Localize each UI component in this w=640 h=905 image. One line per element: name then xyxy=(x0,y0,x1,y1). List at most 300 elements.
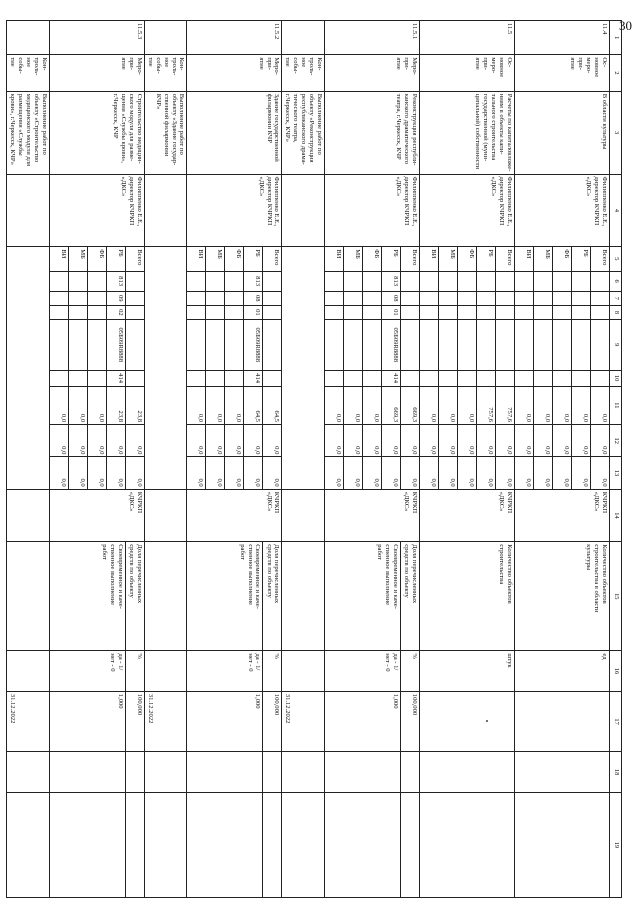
indicator-value-2024 xyxy=(401,792,420,897)
budget-code-expense xyxy=(225,370,244,386)
indicator-value-2022: 100,000 xyxy=(263,691,282,752)
budget-code-grbs: 813 xyxy=(106,271,125,291)
indicator-value-2022 xyxy=(515,691,610,752)
item-type: Меро- при- ятие xyxy=(325,55,420,91)
responsible-person: Филиппенко Е.Е., директор КЧРКП «ДКС» xyxy=(49,174,144,247)
responsible-person: Филиппенко Е.Е., директор КЧРКП «ДКС» xyxy=(187,174,282,247)
column-number: 8 xyxy=(610,305,622,319)
control-responsible xyxy=(144,174,187,247)
amount-2023: 0,0 xyxy=(225,425,244,457)
budget-code-grbs xyxy=(125,271,144,291)
budget-code-target xyxy=(439,320,458,371)
amount-2024: 0,0 xyxy=(244,457,263,489)
column-number: 6 xyxy=(610,271,622,291)
budget-code-expense xyxy=(401,370,420,386)
amount-2022: 0,0 xyxy=(363,386,382,424)
budget-code-section xyxy=(458,291,477,305)
amount-2023: 0,0 xyxy=(382,425,401,457)
page-number: 30 xyxy=(619,18,632,33)
amount-2022: 757,6 xyxy=(477,386,496,424)
amount-2024: 0,0 xyxy=(206,457,225,489)
control-type: Кон- троль- ное собы- тие xyxy=(144,55,187,91)
amount-2022: 0,0 xyxy=(49,386,68,424)
table-row xyxy=(401,21,420,898)
budget-code-subsection xyxy=(87,305,106,319)
responsible-person: Филиппенко Е.Е., директор КЧРКП «ДКС» xyxy=(420,174,515,247)
control-event-row xyxy=(282,21,325,898)
control-responsible xyxy=(282,174,325,247)
budget-code-expense xyxy=(534,370,553,386)
funding-source: Всего xyxy=(263,247,282,271)
budget-code-subsection: 01 xyxy=(244,305,263,319)
budget-code-subsection xyxy=(458,305,477,319)
budget-code-expense xyxy=(344,370,363,386)
budget-code-section xyxy=(225,291,244,305)
funding-source: ВИ xyxy=(515,247,534,271)
item-type: Ос- новное меро- при- ятие xyxy=(515,55,610,91)
indicator-value-2023 xyxy=(49,752,125,792)
budget-code-subsection: 02 xyxy=(106,305,125,319)
column-number: 17 xyxy=(610,691,622,752)
budget-code-grbs xyxy=(553,271,572,291)
indicator-value-2022: 1,000 xyxy=(49,691,125,752)
control-date: 31.12.2022 xyxy=(7,691,50,752)
item-name: Расчеты по капиталовложе- ниям в объекты капи- тального строительства государственной (муни- ципальной) собственности xyxy=(420,91,515,174)
amount-2023: 0,0 xyxy=(49,425,68,457)
indicator-unit: да - 1/ нет - 0 xyxy=(187,651,263,691)
budget-code-grbs xyxy=(591,271,610,291)
budget-code-subsection xyxy=(439,305,458,319)
budget-code-subsection xyxy=(68,305,87,319)
budget-code-target xyxy=(401,320,420,371)
budget-code-grbs xyxy=(477,271,496,291)
budget-code-target xyxy=(68,320,87,371)
item-name: Здание государственной филармонии КЧР xyxy=(187,91,282,174)
budget-code-grbs xyxy=(187,271,206,291)
column-number: 19 xyxy=(610,792,622,897)
control-date: 31.12.2022 xyxy=(282,691,325,752)
amount-2023: 0,0 xyxy=(363,425,382,457)
budget-code-subsection xyxy=(263,305,282,319)
budget-code-expense xyxy=(49,370,68,386)
amount-2023: 0,0 xyxy=(344,425,363,457)
budget-code-section xyxy=(496,291,515,305)
budget-code-target xyxy=(344,320,363,371)
column-number-row xyxy=(610,21,622,898)
funding-source: МБ xyxy=(206,247,225,271)
column-number: 14 xyxy=(610,489,622,542)
amount-2024: 0,0 xyxy=(87,457,106,489)
responsible-person: Филиппенко Е.Е., директор КЧРКП «ДКС» xyxy=(515,174,610,247)
control-event-row xyxy=(144,21,187,898)
funding-source: ВИ xyxy=(49,247,68,271)
budget-code-section xyxy=(363,291,382,305)
amount-2023: 0,0 xyxy=(420,425,439,457)
control-empty xyxy=(144,247,187,489)
indicator-value-2023 xyxy=(125,752,144,792)
column-number: 18 xyxy=(610,752,622,792)
indicator-value-2022 xyxy=(420,691,515,752)
table-row xyxy=(125,21,144,898)
program-table xyxy=(6,20,622,898)
budget-code-target xyxy=(553,320,572,371)
control-date: 31.12.2022 xyxy=(144,691,187,752)
budget-code-target: 05Б09R8888 xyxy=(244,320,263,371)
amount-2024: 0,0 xyxy=(68,457,87,489)
budget-code-section xyxy=(591,291,610,305)
budget-code-section xyxy=(206,291,225,305)
control-executor xyxy=(7,489,50,542)
budget-code-target: 05Б09R8888 xyxy=(106,320,125,371)
rotated-page xyxy=(9,20,622,898)
funding-source: ФБ xyxy=(458,247,477,271)
amount-2024: 0,0 xyxy=(344,457,363,489)
budget-code-subsection xyxy=(420,305,439,319)
amount-2023: 0,0 xyxy=(325,425,344,457)
amount-2022: 23,8 xyxy=(106,386,125,424)
column-number: 11 xyxy=(610,386,622,424)
amount-2024: 0,0 xyxy=(572,457,591,489)
control-executor xyxy=(282,489,325,542)
indicator-value-2022: 100,000 xyxy=(125,691,144,752)
budget-code-expense xyxy=(263,370,282,386)
budget-code-grbs xyxy=(225,271,244,291)
amount-2024: 0,0 xyxy=(363,457,382,489)
budget-code-section xyxy=(534,291,553,305)
indicator-unit: да - 1/ нет - 0 xyxy=(49,651,125,691)
indicator-value-2024 xyxy=(420,792,515,897)
funding-source: Всего xyxy=(591,247,610,271)
funding-source: РБ xyxy=(382,247,401,271)
budget-code-subsection xyxy=(515,305,534,319)
executor: КЧРКП «ДКС» xyxy=(515,489,610,542)
funding-source: ФБ xyxy=(225,247,244,271)
column-number: 3 xyxy=(610,91,622,174)
budget-code-grbs xyxy=(87,271,106,291)
control-v19 xyxy=(144,792,187,897)
control-v18 xyxy=(7,752,50,792)
budget-code-section xyxy=(477,291,496,305)
budget-code-target xyxy=(263,320,282,371)
item-type: Ос- новное меро- при- ятие xyxy=(420,55,515,91)
budget-code-grbs xyxy=(420,271,439,291)
indicator-value-2023 xyxy=(515,752,610,792)
control-executor xyxy=(144,489,187,542)
budget-code-subsection xyxy=(401,305,420,319)
indicator-value-2023 xyxy=(187,752,263,792)
amount-2023: 0,0 xyxy=(439,425,458,457)
budget-code-target xyxy=(458,320,477,371)
document-sheet xyxy=(9,20,622,898)
control-event-row xyxy=(7,21,50,898)
amount-2024: 0,0 xyxy=(325,457,344,489)
budget-code-grbs: 813 xyxy=(382,271,401,291)
funding-source: МБ xyxy=(68,247,87,271)
budget-code-section xyxy=(439,291,458,305)
amount-2024: 0,0 xyxy=(553,457,572,489)
column-number: 7 xyxy=(610,291,622,305)
amount-2024: 0,0 xyxy=(458,457,477,489)
budget-code-grbs xyxy=(49,271,68,291)
control-number xyxy=(144,21,187,55)
amount-2023: 0,0 xyxy=(68,425,87,457)
control-unit xyxy=(282,651,325,691)
indicator-value-2023 xyxy=(420,752,515,792)
budget-code-grbs xyxy=(68,271,87,291)
budget-code-expense: 414 xyxy=(106,370,125,386)
control-empty xyxy=(7,247,50,489)
budget-code-subsection xyxy=(325,305,344,319)
budget-code-subsection xyxy=(591,305,610,319)
budget-code-expense xyxy=(363,370,382,386)
executor: КЧРКП «ДКС» xyxy=(187,489,282,542)
budget-code-subsection xyxy=(187,305,206,319)
funding-source: МБ xyxy=(534,247,553,271)
column-number: 4 xyxy=(610,174,622,247)
budget-code-expense xyxy=(439,370,458,386)
control-indicator xyxy=(144,542,187,651)
budget-code-grbs: 813 xyxy=(244,271,263,291)
table-row xyxy=(591,21,610,898)
item-number: 11.5 xyxy=(420,21,515,55)
column-number: 5 xyxy=(610,247,622,271)
control-number xyxy=(7,21,50,55)
amount-2024: 0,0 xyxy=(420,457,439,489)
budget-code-grbs xyxy=(401,271,420,291)
indicator-value-2023 xyxy=(401,752,420,792)
budget-code-target xyxy=(477,320,496,371)
budget-code-subsection: 01 xyxy=(382,305,401,319)
control-type: Кон- троль- ное собы- тие xyxy=(282,55,325,91)
funding-source: ВИ xyxy=(187,247,206,271)
amount-2022: 0,0 xyxy=(439,386,458,424)
funding-source: ФБ xyxy=(363,247,382,271)
funding-source: Всего xyxy=(401,247,420,271)
indicator-name: Своевременное и каче- ственное выполнение работ xyxy=(325,542,401,651)
control-type: Кон- троль- ное собы- тие xyxy=(7,55,50,91)
budget-code-section xyxy=(344,291,363,305)
amount-2024: 0,0 xyxy=(225,457,244,489)
budget-code-section xyxy=(49,291,68,305)
budget-code-section xyxy=(68,291,87,305)
amount-2023: 0,0 xyxy=(496,425,515,457)
item-number: 11.5.1 xyxy=(325,21,420,55)
amount-2022: 0,0 xyxy=(206,386,225,424)
amount-2023: 0,0 xyxy=(106,425,125,457)
budget-code-expense xyxy=(68,370,87,386)
funding-source: РБ xyxy=(244,247,263,271)
budget-code-target xyxy=(49,320,68,371)
budget-code-target xyxy=(572,320,591,371)
budget-code-subsection xyxy=(477,305,496,319)
budget-code-section xyxy=(401,291,420,305)
budget-code-section: 08 xyxy=(244,291,263,305)
budget-code-expense xyxy=(206,370,225,386)
control-name: Выполнение работ по объекту «Здание государ- ственной филармонии КЧР» xyxy=(144,91,187,174)
budget-code-subsection xyxy=(572,305,591,319)
funding-source: РБ xyxy=(477,247,496,271)
funding-source: ВИ xyxy=(325,247,344,271)
item-name: В области культуры xyxy=(515,91,610,174)
amount-2022: 0,0 xyxy=(420,386,439,424)
control-name: Выполнение работ по объекту «Реконструкция республиканского драма- тического театра, г.Черкесск, КЧР» xyxy=(282,91,325,174)
budget-code-grbs xyxy=(206,271,225,291)
budget-code-target xyxy=(125,320,144,371)
budget-code-section xyxy=(87,291,106,305)
indicator-value-2024 xyxy=(49,792,125,897)
funding-source: Всего xyxy=(496,247,515,271)
budget-code-subsection xyxy=(225,305,244,319)
amount-2022: 669,3 xyxy=(401,386,420,424)
control-empty xyxy=(282,247,325,489)
budget-code-section: 08 xyxy=(382,291,401,305)
budget-code-expense xyxy=(87,370,106,386)
budget-code-expense xyxy=(125,370,144,386)
indicator-value-2024 xyxy=(187,792,263,897)
amount-2022: 669,3 xyxy=(382,386,401,424)
amount-2023: 0,0 xyxy=(206,425,225,457)
budget-code-target xyxy=(496,320,515,371)
amount-2024: 0,0 xyxy=(125,457,144,489)
indicator-value-2024 xyxy=(325,792,401,897)
indicator-name: Количество объектов строительства xyxy=(420,542,515,651)
budget-code-subsection xyxy=(49,305,68,319)
indicator-value-2022: 100,000 xyxy=(401,691,420,752)
funding-source: РБ xyxy=(106,247,125,271)
amount-2022: 0,0 xyxy=(325,386,344,424)
column-number: 10 xyxy=(610,370,622,386)
responsible-person: Филиппенко Е.Е., директор КЧРКП «ДКС» xyxy=(325,174,420,247)
indicator-name: Доля перечисленных средств по объекту xyxy=(125,542,144,651)
amount-2023: 0,0 xyxy=(401,425,420,457)
amount-2024: 0,0 xyxy=(263,457,282,489)
budget-code-target: 05Б09R8888 xyxy=(382,320,401,371)
funding-source: Всего xyxy=(125,247,144,271)
amount-2024: 0,0 xyxy=(187,457,206,489)
amount-2022: 0,0 xyxy=(344,386,363,424)
item-name: Строительство медицин- ского модуля для разме- щения «Службы крови», г.Черкесск, КЧР xyxy=(49,91,144,174)
column-number: 1 xyxy=(610,21,622,55)
amount-2023: 0,0 xyxy=(263,425,282,457)
amount-2024: 0,0 xyxy=(439,457,458,489)
budget-code-target xyxy=(591,320,610,371)
budget-code-target xyxy=(87,320,106,371)
budget-code-expense xyxy=(515,370,534,386)
budget-code-target xyxy=(534,320,553,371)
control-v19 xyxy=(282,792,325,897)
indicator-name: Количество объектов строительства в области культуры xyxy=(515,542,610,651)
executor: КЧРКП «ДКС» xyxy=(420,489,515,542)
amount-2022: 0,0 xyxy=(515,386,534,424)
amount-2022: 0,0 xyxy=(68,386,87,424)
indicator-unit: % xyxy=(125,651,144,691)
budget-code-grbs xyxy=(534,271,553,291)
budget-code-target xyxy=(225,320,244,371)
column-number: 16 xyxy=(610,651,622,691)
budget-code-section xyxy=(572,291,591,305)
amount-2024: 0,0 xyxy=(106,457,125,489)
amount-2022: 0,0 xyxy=(553,386,572,424)
table-row xyxy=(496,21,515,898)
amount-2022: 0,0 xyxy=(534,386,553,424)
budget-code-grbs xyxy=(458,271,477,291)
amount-2024: 0,0 xyxy=(591,457,610,489)
budget-code-expense xyxy=(325,370,344,386)
item-type: Меро- при- ятие xyxy=(187,55,282,91)
table-row xyxy=(263,21,282,898)
amount-2023: 0,0 xyxy=(553,425,572,457)
amount-2024: 0,0 xyxy=(496,457,515,489)
control-name: Выполнение работ по объекту «Строительство медицинского модуля для размещения «Службы крови», г.Черкесск, КЧР» xyxy=(7,91,50,174)
budget-code-section xyxy=(325,291,344,305)
amount-2023: 0,0 xyxy=(572,425,591,457)
control-responsible xyxy=(7,174,50,247)
budget-code-expense xyxy=(477,370,496,386)
amount-2023: 0,0 xyxy=(244,425,263,457)
amount-2023: 0,0 xyxy=(458,425,477,457)
indicator-value-2024 xyxy=(515,792,610,897)
item-number: 11.4 xyxy=(515,21,610,55)
control-indicator xyxy=(282,542,325,651)
budget-code-grbs xyxy=(439,271,458,291)
amount-2022: 23,8 xyxy=(125,386,144,424)
item-number: 11.5.3 xyxy=(49,21,144,55)
amount-2023: 0,0 xyxy=(87,425,106,457)
amount-2024: 0,0 xyxy=(382,457,401,489)
funding-source: МБ xyxy=(439,247,458,271)
amount-2022: 757,6 xyxy=(496,386,515,424)
indicator-value-2022: 1,000 xyxy=(187,691,263,752)
budget-code-grbs xyxy=(344,271,363,291)
budget-code-subsection xyxy=(206,305,225,319)
budget-code-section xyxy=(263,291,282,305)
indicator-name: Доля перечисленных средств по объекту xyxy=(263,542,282,651)
budget-code-subsection xyxy=(363,305,382,319)
executor: КЧРКП «ДКС» xyxy=(325,489,420,542)
budget-code-target xyxy=(206,320,225,371)
budget-code-section xyxy=(420,291,439,305)
indicator-value-2023 xyxy=(263,752,282,792)
control-v19 xyxy=(7,792,50,897)
budget-code-grbs xyxy=(572,271,591,291)
amount-2022: 0,0 xyxy=(187,386,206,424)
amount-2023: 0,0 xyxy=(187,425,206,457)
budget-code-expense xyxy=(420,370,439,386)
indicator-name: Доля перечисленных средств по объекту xyxy=(401,542,420,651)
budget-code-subsection xyxy=(125,305,144,319)
amount-2023: 0,0 xyxy=(591,425,610,457)
indicator-unit: да - 1/ нет - 0 xyxy=(325,651,401,691)
budget-code-target xyxy=(363,320,382,371)
indicator-value-2022: 1,000 xyxy=(325,691,401,752)
column-number: 13 xyxy=(610,457,622,489)
control-indicator xyxy=(7,542,50,651)
budget-code-expense xyxy=(572,370,591,386)
amount-2024: 0,0 xyxy=(534,457,553,489)
budget-code-section xyxy=(125,291,144,305)
control-unit xyxy=(144,651,187,691)
amount-2024: 0,0 xyxy=(477,457,496,489)
budget-code-expense: 414 xyxy=(382,370,401,386)
budget-code-grbs xyxy=(263,271,282,291)
column-number: 9 xyxy=(610,320,622,371)
amount-2022: 0,0 xyxy=(458,386,477,424)
budget-code-subsection xyxy=(534,305,553,319)
funding-source: ФБ xyxy=(87,247,106,271)
budget-code-section xyxy=(187,291,206,305)
column-number: 15 xyxy=(610,542,622,651)
control-v18 xyxy=(282,752,325,792)
